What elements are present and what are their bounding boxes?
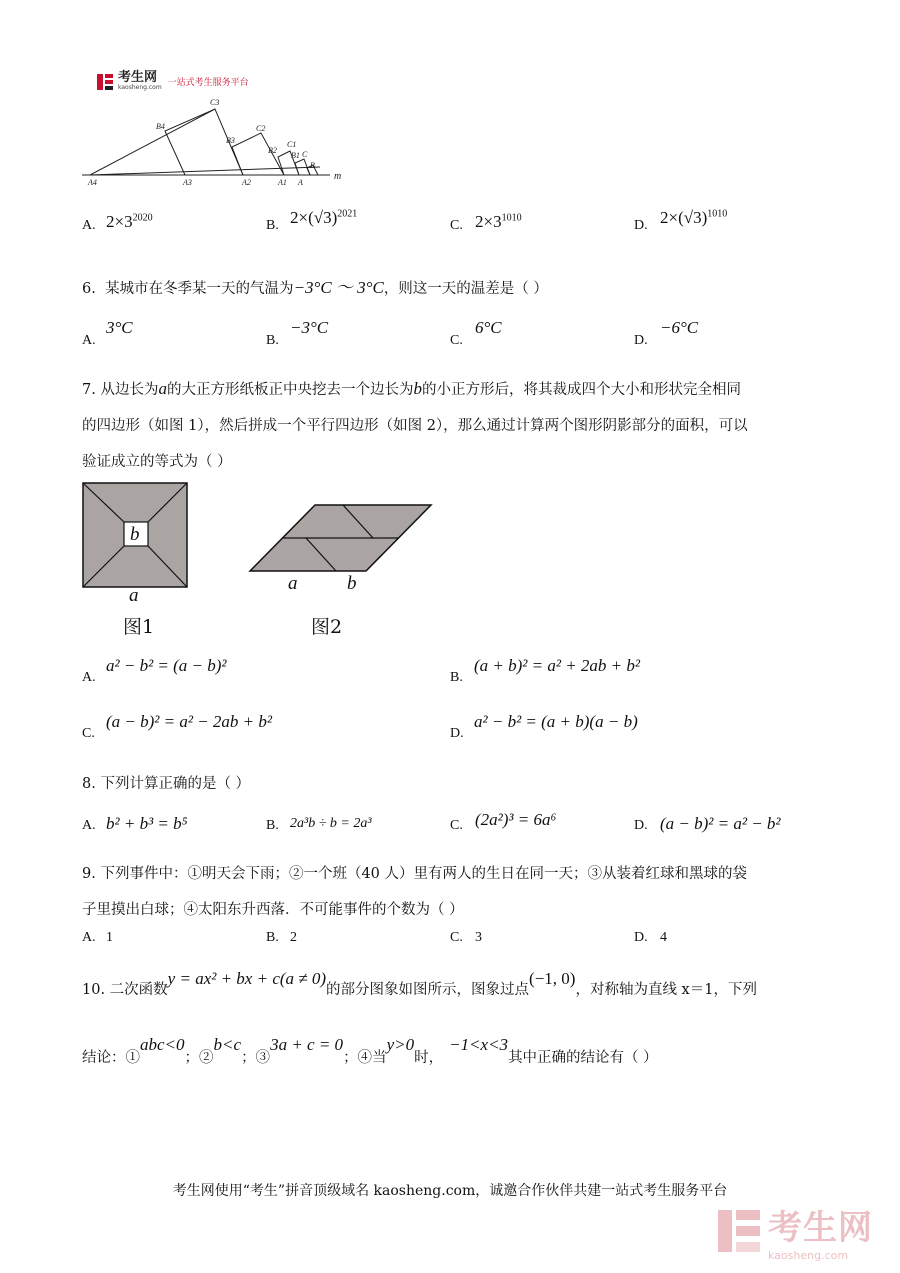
q7-option-a-label: A. xyxy=(82,670,96,685)
q9-option-b-label: B. xyxy=(266,930,279,945)
q8-option-d-label: D. xyxy=(634,818,648,833)
q9-option-c: 3 xyxy=(475,930,482,945)
watermark xyxy=(716,1200,873,1262)
q9-option-d: 4 xyxy=(660,930,667,945)
fig2-a-label: a xyxy=(288,573,298,594)
q8-option-a: b² + b³ = b⁵ xyxy=(106,814,188,833)
q5-option-b-label: B. xyxy=(266,218,279,233)
q9-option-c-label: C. xyxy=(450,930,463,945)
label-A3: A3 xyxy=(183,178,192,187)
q5-options xyxy=(82,208,842,238)
logo-domain: kaosheng.com xyxy=(118,84,162,91)
q9-options xyxy=(82,930,842,954)
q6-option-b-label: B. xyxy=(266,333,279,348)
label-B2: B2 xyxy=(268,146,277,155)
q8-option-c: (2a²)³ = 6a⁶ xyxy=(475,810,557,829)
q6-option-a-label: A. xyxy=(82,333,96,348)
q5-option-d-label: D. xyxy=(634,218,648,233)
q7-option-b: (a + b)² = a² + 2ab + b² xyxy=(474,656,640,675)
q5-option-a: $2\times 3^{2020}$ xyxy=(106,212,153,231)
fig2-b-label: b xyxy=(347,573,357,594)
q8-option-c-label: C. xyxy=(450,818,463,833)
q8-option-b-label: B. xyxy=(266,818,279,833)
q6-option-b: −3°C xyxy=(290,318,329,337)
geometry-figure xyxy=(80,95,360,190)
q8-option-d: (a − b)² = a² − b² xyxy=(660,814,781,833)
q8-stem: 8. 下列计算正确的是（ ） xyxy=(82,776,251,792)
label-C1: C1 xyxy=(287,140,297,149)
q7-line3: 验证成立的等式为（ ） xyxy=(82,454,232,470)
q7-line2: 的四边形（如图 1），然后拼成一个平行四边形（如图 2），那么通过计算两个图形阴影部分的面积，可以 xyxy=(82,418,748,434)
q9-line1: 9. 下列事件中：①明天会下雨；②一个班（40 人）里有两人的生日在同一天；③从装着红球和黑球的袋 xyxy=(82,866,747,882)
q5-option-d: $2\times(√3)^{1010}$ xyxy=(660,208,728,227)
q9-line2: 子里摸出白球；④太阳东升西落．不可能事件的个数为（ ） xyxy=(82,902,464,918)
label-A: A xyxy=(298,178,303,187)
label-C3: C3 xyxy=(210,98,220,107)
watermark-logo-icon xyxy=(716,1208,762,1254)
label-A4: A4 xyxy=(88,178,97,187)
watermark-name: 考生网 xyxy=(768,1208,873,1248)
q5-option-c: $2\times 3^{1010}$ xyxy=(475,212,522,231)
logo-slogan: 一站式考生服务平台 xyxy=(167,78,249,88)
watermark-domain: kaosheng.com xyxy=(768,1249,849,1262)
fig2-caption: 图2 xyxy=(311,616,343,638)
q5-option-c-label: C. xyxy=(450,218,463,233)
q7-line1: 7. 从边长为a的大正方形纸板正中央挖去一个边长为b的小正方形后，将其裁成四个大小和形状完全相同 xyxy=(82,379,741,398)
label-B4: B4 xyxy=(156,122,165,131)
q8-option-b: 2a³b ÷ b = 2a³ xyxy=(290,816,372,831)
q6-option-c-label: C. xyxy=(450,333,463,348)
fig1-b-label: b xyxy=(130,524,140,545)
fig1-caption: 图1 xyxy=(123,616,155,638)
q7-option-a: a² − b² = (a − b)² xyxy=(106,656,227,675)
label-A2: A2 xyxy=(242,178,251,187)
q7-option-d-label: D. xyxy=(450,726,464,741)
label-B1: B1 xyxy=(291,151,300,160)
q6-stem: 6. 某城市在冬季某一天的气温为−3°C ～ 3°C，则这一天的温差是（ ） xyxy=(82,278,548,297)
q5-option-a-label: A. xyxy=(82,218,96,233)
label-B: B xyxy=(310,161,315,170)
q6-option-c: 6°C xyxy=(475,318,502,337)
figure-2-parallelogram xyxy=(245,500,440,575)
q5-option-b: $2\times(√3)^{2021}$ xyxy=(290,208,358,227)
q8-option-a-label: A. xyxy=(82,818,96,833)
label-A1: A1 xyxy=(278,178,287,187)
q7-option-c: (a − b)² = a² − 2ab + b² xyxy=(106,712,272,731)
q7-option-b-label: B. xyxy=(450,670,463,685)
logo-name: 考生网 xyxy=(118,70,158,85)
label-C2: C2 xyxy=(256,124,266,133)
label-B3: B3 xyxy=(226,136,235,145)
q6-option-d: −6°C xyxy=(660,318,699,337)
label-C: C xyxy=(302,150,308,159)
q9-option-a-label: A. xyxy=(82,930,96,945)
q9-option-d-label: D. xyxy=(634,930,648,945)
logo-icon xyxy=(96,73,114,91)
label-m: m xyxy=(334,171,342,182)
q7-option-c-label: C. xyxy=(82,726,95,741)
q8-options xyxy=(82,810,842,840)
q6-option-a: 3°C xyxy=(106,318,133,337)
q7-option-d: a² − b² = (a + b)(a − b) xyxy=(474,712,638,731)
q9-option-b: 2 xyxy=(290,930,297,945)
footer-text: 考生网使用“考生”拼音顶级域名 kaosheng.com，诚邀合作伙伴共建一站式考生服务平台 xyxy=(172,1183,728,1199)
fig1-a-label: a xyxy=(129,585,139,606)
q10-line2: 结论：①abc<0；②b<c；③3a + c = 0；④当y>0时，−1<x<3其中正确的结论有（ ） xyxy=(82,1035,658,1066)
q10-line1: 10. 二次函数y = ax² + bx + c(a ≠ 0)的部分图象如图所示，图象过点(−1, 0)，对称轴为直线 x＝1，下列 xyxy=(82,969,757,998)
q9-option-a: 1 xyxy=(106,930,113,945)
header-logo xyxy=(96,72,249,91)
q6-options xyxy=(82,318,842,348)
q6-option-d-label: D. xyxy=(634,333,648,348)
